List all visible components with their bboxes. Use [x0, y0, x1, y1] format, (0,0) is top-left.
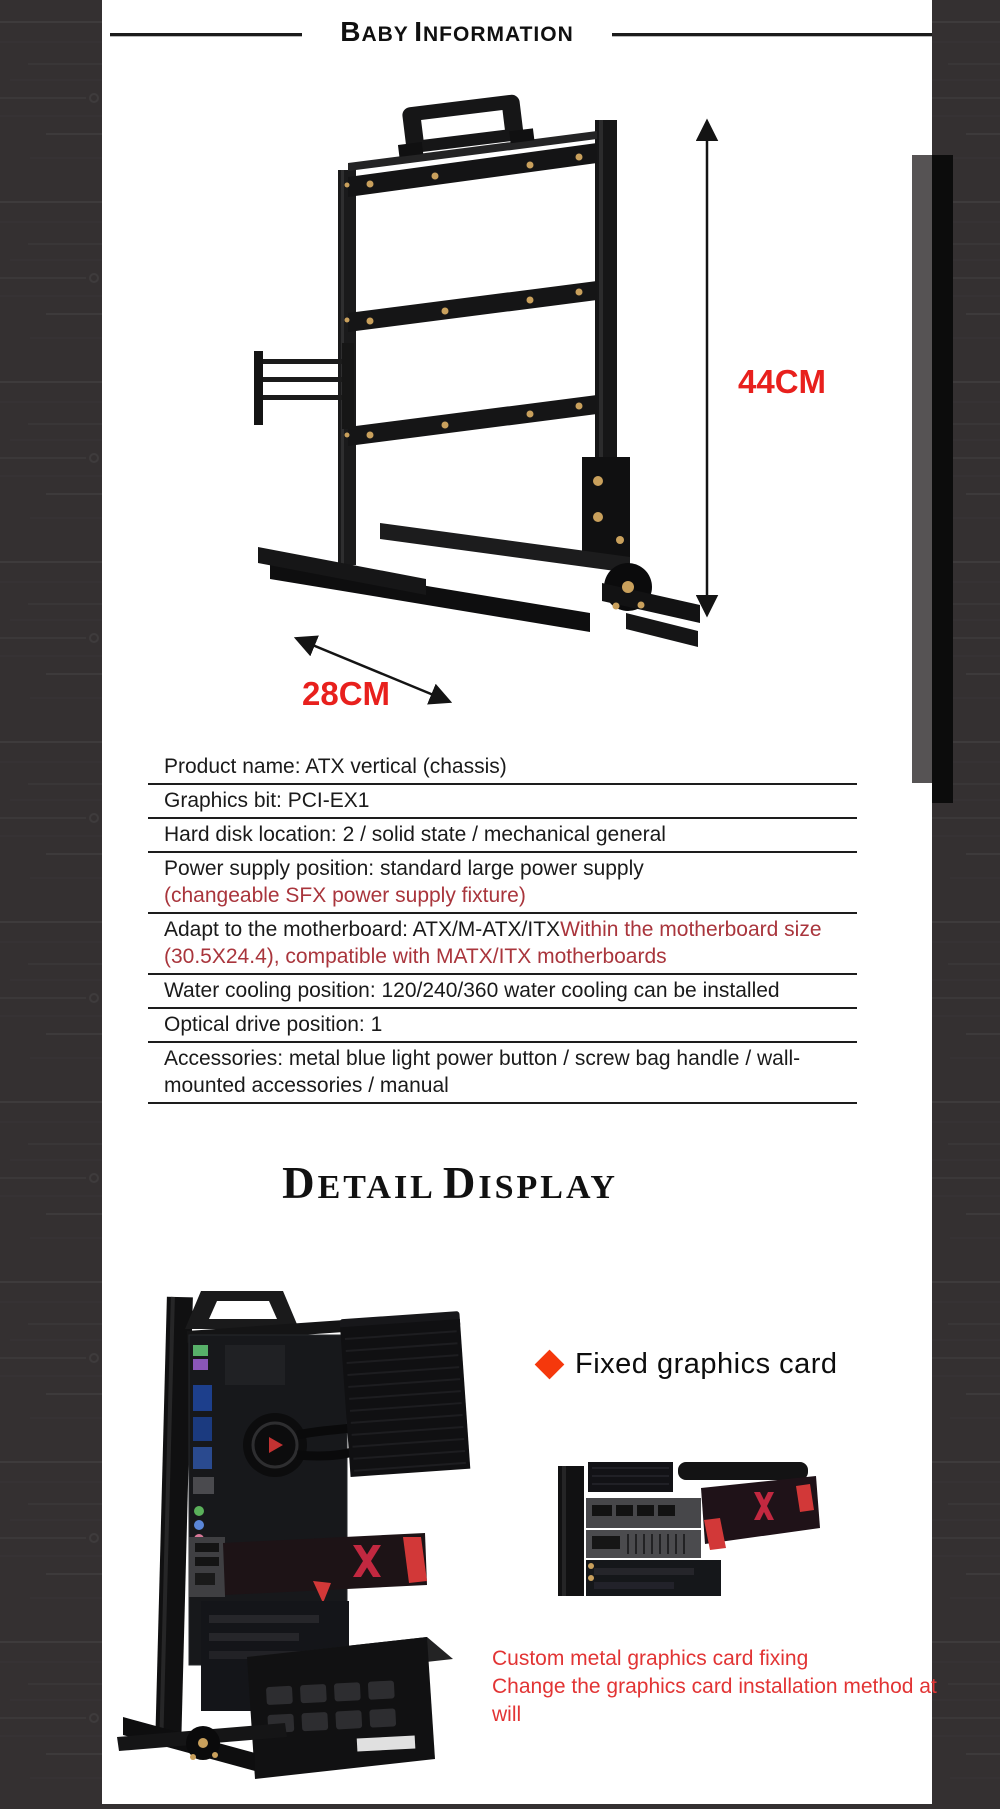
spec-row-power-supply: Power supply position: standard large power supply (changeable SFX power supply fixture) — [148, 853, 857, 914]
page-title — [302, 10, 612, 54]
spec-row-graphics-bit: Graphics bit: PCI-EX1 — [148, 785, 857, 819]
detail-word1-lead: D — [282, 1158, 318, 1208]
height-dimension-label: 44CM — [738, 363, 827, 400]
detail-word1-rest: ETAIL — [317, 1169, 436, 1206]
spec-row-hard-disk: Hard disk location: 2 / solid state / mechanical general — [148, 819, 857, 853]
title-word2-rest: NFORMATION — [423, 23, 574, 46]
gpu-body — [701, 1476, 820, 1550]
detail-section-title — [250, 1156, 650, 1221]
fixed-graphics-card-callout — [535, 1348, 838, 1381]
title-word2-lead: I — [414, 16, 424, 47]
width-dimension-label: 28CM — [302, 675, 391, 712]
graphics-card-closeup-photo — [558, 1462, 830, 1597]
power-supply — [247, 1637, 453, 1779]
diamond-icon — [535, 1350, 565, 1380]
right-black-bar — [932, 155, 953, 803]
radiator — [340, 1311, 471, 1477]
assembled-chassis-photo — [105, 1285, 485, 1785]
detail-captions — [492, 1645, 952, 1729]
title-word1-lead: B — [340, 16, 362, 47]
detail-word2-lead: D — [442, 1158, 479, 1208]
spec-row-motherboard: Adapt to the motherboard: ATX/M-ATX/ITXWithin the motherboard size (30.5X24.4), compatible with MATX/ITX motherboards — [148, 914, 857, 975]
spec-table — [148, 751, 857, 1104]
chassis-illustration — [230, 85, 830, 715]
spec-row-product-name: Product name: ATX vertical (chassis) — [148, 751, 857, 785]
title-word1-rest: ABY — [361, 23, 409, 46]
caption-line-2: Change the graphics card installation method at will — [492, 1675, 937, 1726]
right-gray-bar — [912, 155, 932, 783]
caption-line-1: Custom metal graphics card fixing — [492, 1647, 809, 1670]
spec-row-accessories: Accessories: metal blue light power button / screw bag handle / wall-mounted accessories / manual — [148, 1043, 857, 1104]
spec-row-water-cooling: Water cooling position: 120/240/360 water cooling can be installed — [148, 975, 857, 1009]
chassis-frame — [254, 93, 700, 647]
spec-row-optical-drive: Optical drive position: 1 — [148, 1009, 857, 1043]
detail-word2-rest: ISPLAY — [478, 1169, 618, 1206]
io-brackets — [586, 1498, 701, 1558]
callout-label: Fixed graphics card — [575, 1348, 838, 1380]
